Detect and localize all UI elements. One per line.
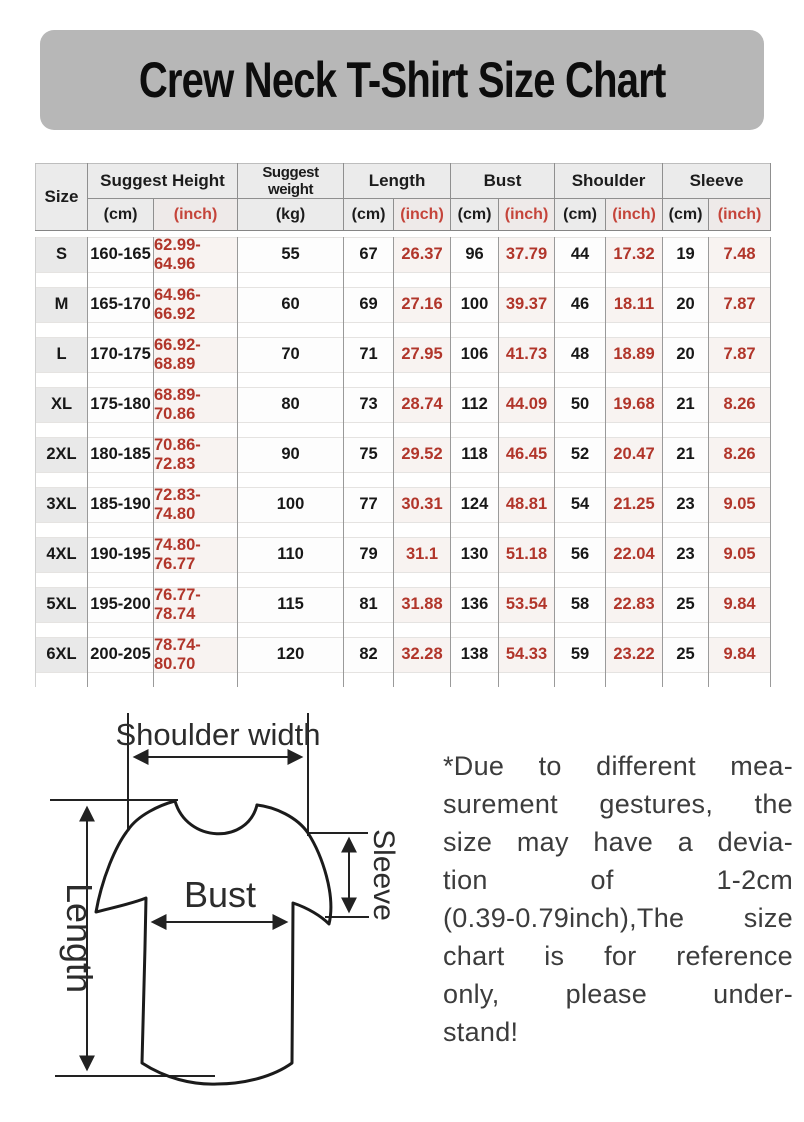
size-label: 2XL xyxy=(36,437,87,473)
unit-cm: (cm) xyxy=(663,199,709,231)
value: 68.89-70.86 xyxy=(154,387,237,423)
value-cell xyxy=(394,637,451,687)
value: 31.1 xyxy=(394,537,450,573)
value: 76.77-78.74 xyxy=(154,587,237,623)
value: 59 xyxy=(555,637,605,673)
value-cell xyxy=(555,287,606,337)
value-cell xyxy=(499,537,555,587)
value: 73 xyxy=(344,387,393,423)
value-cell xyxy=(394,337,451,387)
value-cell xyxy=(154,387,238,437)
value-cell xyxy=(663,437,709,487)
unit-cm: (cm) xyxy=(451,199,499,231)
size-label: L xyxy=(36,337,87,373)
value-cell xyxy=(663,287,709,337)
value-cell xyxy=(88,387,154,437)
value: 165-170 xyxy=(88,287,153,323)
value: 115 xyxy=(238,587,343,623)
table-row xyxy=(36,237,771,287)
value: 82 xyxy=(344,637,393,673)
value: 9.84 xyxy=(709,637,770,673)
value-cell xyxy=(88,337,154,387)
value: 9.05 xyxy=(709,537,770,573)
value-cell xyxy=(344,337,394,387)
value: 195-200 xyxy=(88,587,153,623)
table-header xyxy=(36,164,771,231)
value-cell xyxy=(709,487,771,537)
value: 21 xyxy=(663,387,708,423)
value: 96 xyxy=(451,237,498,273)
value: 106 xyxy=(451,337,498,373)
value-cell xyxy=(238,237,344,287)
value-cell xyxy=(88,437,154,487)
value: 19 xyxy=(663,237,708,273)
size-cell xyxy=(36,237,88,287)
value-cell xyxy=(238,337,344,387)
value: 8.26 xyxy=(709,387,770,423)
value: 69 xyxy=(344,287,393,323)
value: 66.92-68.89 xyxy=(154,337,237,373)
value-cell xyxy=(88,637,154,687)
value: 8.26 xyxy=(709,437,770,473)
unit-inch: (inch) xyxy=(154,199,238,231)
size-label: XL xyxy=(36,387,87,423)
value: 180-185 xyxy=(88,437,153,473)
size-label: M xyxy=(36,287,87,323)
value: 46 xyxy=(555,287,605,323)
value-cell xyxy=(709,287,771,337)
value: 20.47 xyxy=(606,437,662,473)
unit-inch: (inch) xyxy=(606,199,663,231)
value: 110 xyxy=(238,537,343,573)
value-cell xyxy=(238,387,344,437)
value: 31.88 xyxy=(394,587,450,623)
shoulder-width-label: Shoulder width xyxy=(115,717,321,752)
value: 29.52 xyxy=(394,437,450,473)
size-cell xyxy=(36,337,88,387)
unit-inch: (inch) xyxy=(709,199,771,231)
value: 27.16 xyxy=(394,287,450,323)
value: 138 xyxy=(451,637,498,673)
header-suggest-height: Suggest Height xyxy=(88,164,238,199)
sleeve-label: Sleeve xyxy=(367,829,400,921)
value-cell xyxy=(238,437,344,487)
value: 62.99-64.96 xyxy=(154,237,237,273)
length-label: Length xyxy=(59,882,100,994)
value-cell xyxy=(555,237,606,287)
value-cell xyxy=(344,437,394,487)
value-cell xyxy=(88,587,154,637)
value: 19.68 xyxy=(606,387,662,423)
size-label: 4XL xyxy=(36,537,87,573)
disclaimer-note xyxy=(443,747,793,1051)
value-cell xyxy=(709,337,771,387)
value: 67 xyxy=(344,237,393,273)
value: 54 xyxy=(555,487,605,523)
value: 78.74-80.70 xyxy=(154,637,237,673)
value: 48 xyxy=(555,337,605,373)
value: 26.37 xyxy=(394,237,450,273)
value: 55 xyxy=(238,237,343,273)
header-group-row xyxy=(36,164,771,199)
value-cell xyxy=(238,287,344,337)
value: 25 xyxy=(663,637,708,673)
title-banner xyxy=(40,30,764,130)
unit-inch: (inch) xyxy=(394,199,451,231)
value-cell xyxy=(555,337,606,387)
value: 120 xyxy=(238,637,343,673)
value-cell xyxy=(606,587,663,637)
value-cell xyxy=(709,387,771,437)
value-cell xyxy=(606,537,663,587)
value-cell xyxy=(88,487,154,537)
table-row xyxy=(36,587,771,637)
value: 27.95 xyxy=(394,337,450,373)
note-line: only, please under- xyxy=(443,979,793,1009)
value: 48.81 xyxy=(499,487,554,523)
value: 90 xyxy=(238,437,343,473)
value: 71 xyxy=(344,337,393,373)
value-cell xyxy=(344,587,394,637)
value-cell xyxy=(451,487,499,537)
value: 32.28 xyxy=(394,637,450,673)
value-cell xyxy=(238,587,344,637)
value-cell xyxy=(154,237,238,287)
header-sleeve: Sleeve xyxy=(663,164,771,199)
value-cell xyxy=(555,637,606,687)
value-cell xyxy=(709,537,771,587)
value-cell xyxy=(555,537,606,587)
value-cell xyxy=(451,337,499,387)
note-line: tion of 1-2cm xyxy=(443,865,793,895)
value-cell xyxy=(606,237,663,287)
value-cell xyxy=(88,237,154,287)
value-cell xyxy=(238,637,344,687)
value-cell xyxy=(555,587,606,637)
header-suggest-weight: Suggest weight xyxy=(238,164,344,199)
value: 112 xyxy=(451,387,498,423)
value: 28.74 xyxy=(394,387,450,423)
size-cell xyxy=(36,487,88,537)
value: 20 xyxy=(663,337,708,373)
value-cell xyxy=(154,587,238,637)
value-cell xyxy=(88,287,154,337)
value: 23 xyxy=(663,487,708,523)
value-cell xyxy=(606,437,663,487)
table-row xyxy=(36,337,771,387)
value: 81 xyxy=(344,587,393,623)
value: 51.18 xyxy=(499,537,554,573)
unit-cm: (cm) xyxy=(555,199,606,231)
value-cell xyxy=(606,487,663,537)
value-cell xyxy=(606,637,663,687)
value: 39.37 xyxy=(499,287,554,323)
value-cell xyxy=(663,537,709,587)
value-cell xyxy=(238,487,344,537)
note-line: (0.39-0.79inch),The size xyxy=(443,903,793,933)
table-row xyxy=(36,387,771,437)
value-cell xyxy=(499,587,555,637)
value-cell xyxy=(344,387,394,437)
header-length: Length xyxy=(344,164,451,199)
value-cell xyxy=(499,287,555,337)
unit-cm: (cm) xyxy=(88,199,154,231)
value: 60 xyxy=(238,287,343,323)
value: 18.89 xyxy=(606,337,662,373)
value-cell xyxy=(154,487,238,537)
value: 37.79 xyxy=(499,237,554,273)
value: 118 xyxy=(451,437,498,473)
value: 72.83-74.80 xyxy=(154,487,237,523)
value: 21.25 xyxy=(606,487,662,523)
value: 44.09 xyxy=(499,387,554,423)
value: 21 xyxy=(663,437,708,473)
value-cell xyxy=(451,537,499,587)
value-cell xyxy=(555,487,606,537)
tshirt-neckline xyxy=(175,801,257,834)
value-cell xyxy=(555,437,606,487)
bust-label: Bust xyxy=(183,874,257,915)
unit-inch: (inch) xyxy=(499,199,555,231)
value: 7.87 xyxy=(709,287,770,323)
value-cell xyxy=(499,437,555,487)
value: 100 xyxy=(451,287,498,323)
value-cell xyxy=(663,587,709,637)
value-cell xyxy=(88,537,154,587)
header-bust: Bust xyxy=(451,164,555,199)
value-cell xyxy=(709,637,771,687)
table-row xyxy=(36,637,771,687)
size-table xyxy=(35,163,771,687)
value: 74.80-76.77 xyxy=(154,537,237,573)
value-cell xyxy=(451,637,499,687)
value-cell xyxy=(154,637,238,687)
table-row xyxy=(36,487,771,537)
header-unit-row xyxy=(36,199,771,231)
size-label: 6XL xyxy=(36,637,87,673)
value: 18.11 xyxy=(606,287,662,323)
value-cell xyxy=(344,637,394,687)
value-cell xyxy=(451,237,499,287)
value-cell xyxy=(499,387,555,437)
value: 9.05 xyxy=(709,487,770,523)
value: 23 xyxy=(663,537,708,573)
value-cell xyxy=(154,337,238,387)
header-size: Size xyxy=(36,164,88,231)
value: 53.54 xyxy=(499,587,554,623)
note-line: *Due to different mea- xyxy=(443,751,793,781)
value: 46.45 xyxy=(499,437,554,473)
table-row xyxy=(36,437,771,487)
value: 22.04 xyxy=(606,537,662,573)
value: 25 xyxy=(663,587,708,623)
value: 7.48 xyxy=(709,237,770,273)
value-cell xyxy=(451,387,499,437)
value-cell xyxy=(663,637,709,687)
value-cell xyxy=(499,337,555,387)
size-cell xyxy=(36,437,88,487)
value-cell xyxy=(663,487,709,537)
size-cell xyxy=(36,587,88,637)
value-cell xyxy=(663,237,709,287)
value: 41.73 xyxy=(499,337,554,373)
value-cell xyxy=(499,237,555,287)
value-cell xyxy=(344,237,394,287)
value-cell xyxy=(394,587,451,637)
note-line: chart is for reference xyxy=(443,941,793,971)
size-label: 3XL xyxy=(36,487,87,523)
value-cell xyxy=(606,337,663,387)
value: 160-165 xyxy=(88,237,153,273)
value: 44 xyxy=(555,237,605,273)
tshirt-outline xyxy=(96,801,331,1084)
value-cell xyxy=(394,287,451,337)
value-cell xyxy=(394,237,451,287)
value: 17.32 xyxy=(606,237,662,273)
value-cell xyxy=(394,537,451,587)
value-cell xyxy=(238,537,344,587)
note-line: size may have a devia- xyxy=(443,827,793,857)
value: 58 xyxy=(555,587,605,623)
value-cell xyxy=(499,637,555,687)
value-cell xyxy=(154,287,238,337)
page-title: Crew Neck T-Shirt Size Chart xyxy=(138,52,666,108)
value-cell xyxy=(606,287,663,337)
size-label: S xyxy=(36,237,87,273)
value-cell xyxy=(499,487,555,537)
value: 190-195 xyxy=(88,537,153,573)
size-cell xyxy=(36,387,88,437)
unit-cm: (cm) xyxy=(344,199,394,231)
value: 185-190 xyxy=(88,487,153,523)
value: 136 xyxy=(451,587,498,623)
value-cell xyxy=(709,587,771,637)
note-line: stand! xyxy=(443,1017,519,1047)
note-line: surement gestures, the xyxy=(443,789,793,819)
value-cell xyxy=(663,387,709,437)
value: 80 xyxy=(238,387,343,423)
value: 130 xyxy=(451,537,498,573)
value-cell xyxy=(451,287,499,337)
value: 9.84 xyxy=(709,587,770,623)
value: 52 xyxy=(555,437,605,473)
value-cell xyxy=(154,537,238,587)
value: 56 xyxy=(555,537,605,573)
value-cell xyxy=(394,387,451,437)
value-cell xyxy=(344,287,394,337)
value: 200-205 xyxy=(88,637,153,673)
size-cell xyxy=(36,287,88,337)
value: 75 xyxy=(344,437,393,473)
value-cell xyxy=(606,387,663,437)
size-cell xyxy=(36,637,88,687)
value-cell xyxy=(344,537,394,587)
value: 100 xyxy=(238,487,343,523)
value: 30.31 xyxy=(394,487,450,523)
value: 54.33 xyxy=(499,637,554,673)
size-label: 5XL xyxy=(36,587,87,623)
value: 77 xyxy=(344,487,393,523)
value: 79 xyxy=(344,537,393,573)
value-cell xyxy=(451,587,499,637)
value: 70.86-72.83 xyxy=(154,437,237,473)
value: 50 xyxy=(555,387,605,423)
value-cell xyxy=(394,487,451,537)
value: 7.87 xyxy=(709,337,770,373)
value-cell xyxy=(394,437,451,487)
value: 64.96-66.92 xyxy=(154,287,237,323)
value-cell xyxy=(709,237,771,287)
size-table-body xyxy=(36,231,771,687)
table-row xyxy=(36,287,771,337)
value: 170-175 xyxy=(88,337,153,373)
value: 20 xyxy=(663,287,708,323)
tshirt-measurement-diagram xyxy=(25,695,445,1122)
value: 70 xyxy=(238,337,343,373)
unit-kg: (kg) xyxy=(238,199,344,231)
table-row xyxy=(36,537,771,587)
value: 23.22 xyxy=(606,637,662,673)
value: 175-180 xyxy=(88,387,153,423)
value: 124 xyxy=(451,487,498,523)
size-cell xyxy=(36,537,88,587)
value-cell xyxy=(709,437,771,487)
value: 22.83 xyxy=(606,587,662,623)
value-cell xyxy=(451,437,499,487)
value-cell xyxy=(154,437,238,487)
value-cell xyxy=(663,337,709,387)
value-cell xyxy=(344,487,394,537)
header-shoulder: Shoulder xyxy=(555,164,663,199)
value-cell xyxy=(555,387,606,437)
